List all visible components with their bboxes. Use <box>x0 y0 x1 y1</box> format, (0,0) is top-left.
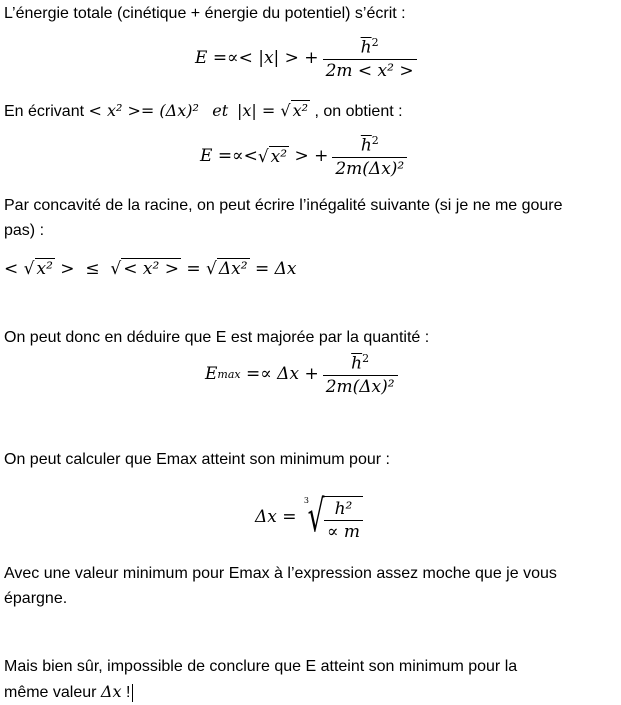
equation-energy-abs <box>195 36 417 81</box>
emax-denominator: 2m(Δx)² <box>323 375 398 397</box>
math: |x| = <box>237 101 281 120</box>
equation-emax <box>205 352 398 397</box>
emax-fraction <box>323 352 398 397</box>
paragraph-substitution <box>4 100 403 122</box>
paragraph-concavity-1: Par concavité de la racine, on peut écrire l’inégalité suivante (si je ne me goure <box>4 197 563 214</box>
eq1-denominator: 2m < x² > <box>323 59 417 81</box>
paragraph-upper-bound: On peut donc en déduire que E est majorée par la quantité : <box>4 329 430 346</box>
paragraph-minimum: On peut calculer que Emax atteint son minimum pour : <box>4 451 390 468</box>
hbar: $\overline{h}$ <box>351 353 363 374</box>
eq3-lhs: E =∝< <box>200 146 258 167</box>
exp: 2 <box>371 134 379 147</box>
text-cursor <box>132 684 133 702</box>
math: < x² >= (Δx)² <box>88 101 199 120</box>
root-index: 3 <box>303 496 310 505</box>
text: , on obtient : <box>310 103 403 120</box>
text: = Δx <box>249 258 297 279</box>
eq3-denominator: 2m(Δx)² <box>332 157 407 179</box>
paragraph-conclusion-2 <box>4 682 133 703</box>
hbar: $\overline{h}$ <box>360 37 372 58</box>
exp: 2 <box>371 36 379 49</box>
subscript: max <box>217 367 241 381</box>
text: =∝ Δx + <box>240 364 319 385</box>
exp: 2 <box>362 352 370 365</box>
cube-root: 3 √ $\frac{\text{h²}}{\propto m}$ <box>302 492 363 542</box>
paragraph-energy-intro: L’énergie totale (cinétique + énergie du potentiel) s’écrit : <box>4 5 406 22</box>
eq3-rhs: > + <box>289 146 329 167</box>
inequality: < √ x² > ≤ √ < x² > = √ Δx² = Δx <box>4 258 297 279</box>
root-denominator: ∝ m <box>324 520 363 542</box>
paragraph-emax-value-1: Avec une valeur minimum pour Emax à l’expression assez moche que je vous <box>4 565 557 582</box>
root-numerator: h² <box>334 499 353 519</box>
paragraph-emax-value-2: épargne. <box>4 590 68 607</box>
sqrt: √ x² <box>280 101 309 120</box>
paragraph-conclusion-1: Mais bien sûr, impossible de conclure que E atteint son minimum pour la <box>4 658 518 675</box>
text: < <box>4 258 24 279</box>
text: Δx = <box>255 507 302 527</box>
hbar: $\overline{h}$ <box>360 135 372 156</box>
eq1-fraction <box>323 36 417 81</box>
text: = <box>180 258 207 279</box>
text: > ≤ <box>54 258 111 279</box>
equation-cube-root <box>255 492 363 542</box>
math: Δx <box>100 682 122 701</box>
eq1-lhs: E =∝< |x| > + <box>195 48 319 69</box>
equation-energy-sqrt <box>200 134 407 179</box>
paragraph-concavity-2: pas) : <box>4 222 45 239</box>
eq3-fraction <box>332 134 407 179</box>
text: En écrivant <box>4 103 89 120</box>
text: ! <box>121 684 131 701</box>
math: et <box>212 101 229 120</box>
text: E <box>205 364 218 385</box>
text: même valeur <box>4 684 101 701</box>
sqrt: √ x² <box>257 146 288 167</box>
